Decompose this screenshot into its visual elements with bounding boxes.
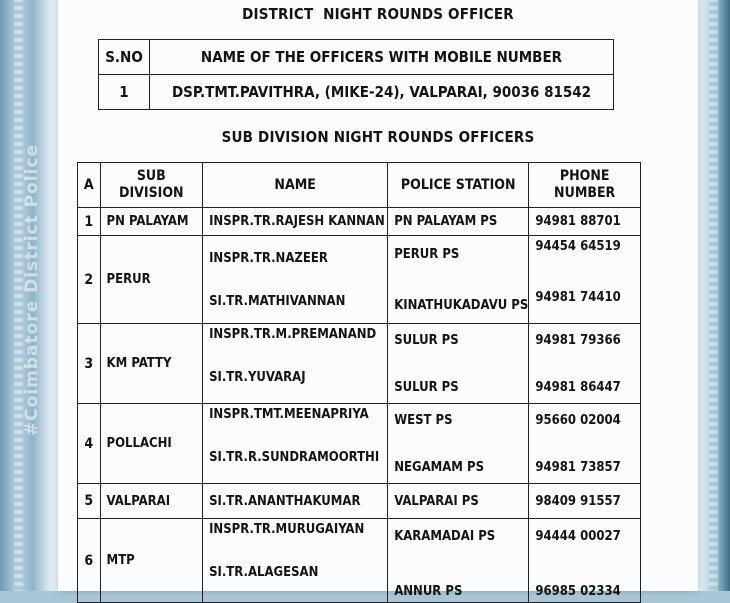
table-row xyxy=(78,236,641,324)
sub-division-cell: PERUR xyxy=(100,236,203,324)
officer-name-cell xyxy=(203,324,388,404)
police-station-cell xyxy=(388,236,529,324)
sub-division-cell: VALPARAI xyxy=(100,484,203,519)
phone-number: 94981 74410 xyxy=(535,289,621,305)
officer-name: SI.TR.R.SUNDRAMOORTHI xyxy=(209,449,380,465)
officer-name: SI.TR.ALAGESAN xyxy=(209,564,319,580)
officer-name: INSPR.TMT.MEENAPRIYA xyxy=(209,406,369,422)
officer-name-cell xyxy=(203,404,388,484)
phone-cell xyxy=(529,404,641,484)
phone-number: 94444 00027 xyxy=(535,528,621,544)
police-station-cell xyxy=(388,324,529,404)
name-header: NAME xyxy=(203,163,388,208)
district-table-row xyxy=(99,75,614,110)
sub-division-header: SUB DIVISION xyxy=(100,163,203,208)
phone-number: 95660 02004 xyxy=(535,412,621,428)
subdivision-officer-table xyxy=(77,162,641,603)
row-number: 1 xyxy=(78,208,101,236)
police-station: WEST PS xyxy=(394,412,453,428)
table-row xyxy=(78,404,641,484)
phone-cell xyxy=(529,236,641,324)
row-number: 3 xyxy=(78,324,101,404)
row-number: 6 xyxy=(78,519,101,603)
district-officer-table xyxy=(98,39,614,110)
police-station-cell: VALPARAI PS xyxy=(388,484,529,519)
table-row xyxy=(78,324,641,404)
table-row xyxy=(78,519,641,603)
phone-number: 94454 64519 xyxy=(535,238,621,254)
row-number: 5 xyxy=(78,484,101,519)
officer-name-cell: INSPR.TR.RAJESH KANNAN xyxy=(203,208,388,236)
officer-name-cell: SI.TR.ANANTHAKUMAR xyxy=(203,484,388,519)
officer-name: INSPR.TR.NAZEER xyxy=(209,250,328,266)
document-page xyxy=(58,0,698,599)
subdivision-header-row xyxy=(78,163,641,208)
sub-division-cell: MTP xyxy=(100,519,203,603)
district-sno: 1 xyxy=(99,75,150,110)
police-station: ANNUR PS xyxy=(394,583,463,599)
officer-name: SI.TR.YUVARAJ xyxy=(209,369,306,385)
row-number: 4 xyxy=(78,404,101,484)
officer-name: INSPR.TR.MURUGAIYAN xyxy=(209,521,365,537)
phone-cell xyxy=(529,519,641,603)
police-station-cell xyxy=(388,519,529,603)
table-row xyxy=(78,484,641,519)
district-officer: DSP.TMT.PAVITHRA, (MIKE-24), VALPARAI, 90036 81542 xyxy=(150,75,614,110)
phone-number: 94981 86447 xyxy=(535,379,621,395)
police-station: PERUR PS xyxy=(394,246,460,262)
sub-division-cell: PN PALAYAM xyxy=(100,208,203,236)
phone-cell: 94981 88701 xyxy=(529,208,641,236)
right-rope-decoration xyxy=(709,0,718,591)
district-heading: DISTRICT NIGHT ROUNDS OFFICER xyxy=(242,5,514,23)
officer-name-cell xyxy=(203,236,388,324)
table-row xyxy=(78,208,641,236)
police-station: NEGAMAM PS xyxy=(394,459,485,475)
sub-division-cell: POLLACHI xyxy=(100,404,203,484)
police-station: SULUR PS xyxy=(394,379,459,395)
district-table-header-row xyxy=(99,40,614,75)
watermark-text: #Coimbatore District Police xyxy=(22,143,42,437)
index-header: A xyxy=(78,163,101,208)
phone-number: 94981 73857 xyxy=(535,459,621,475)
phone-number: 96985 02334 xyxy=(535,583,621,599)
police-station-header: POLICE STATION xyxy=(388,163,529,208)
police-station: KARAMADAI PS xyxy=(394,528,496,544)
row-number: 2 xyxy=(78,236,101,324)
phone-header: PHONE NUMBER xyxy=(529,163,641,208)
phone-cell: 98409 91557 xyxy=(529,484,641,519)
phone-number: 94981 79366 xyxy=(535,332,621,348)
phone-cell xyxy=(529,324,641,404)
police-station: KINATHUKADAVU PS xyxy=(394,297,529,313)
officer-name-cell xyxy=(203,519,388,603)
officer-name: SI.TR.MATHIVANNAN xyxy=(209,293,346,309)
police-station: SULUR PS xyxy=(394,332,459,348)
police-station-cell xyxy=(388,404,529,484)
officer-name: INSPR.TR.M.PREMANAND xyxy=(209,326,377,342)
officer-header: NAME OF THE OFFICERS WITH MOBILE NUMBER xyxy=(150,40,614,75)
sub-division-cell: KM PATTY xyxy=(100,324,203,404)
sno-header: S.NO xyxy=(99,40,150,75)
police-station-cell: PN PALAYAM PS xyxy=(388,208,529,236)
subdivision-heading: SUB DIVISION NIGHT ROUNDS OFFICERS xyxy=(221,128,535,146)
